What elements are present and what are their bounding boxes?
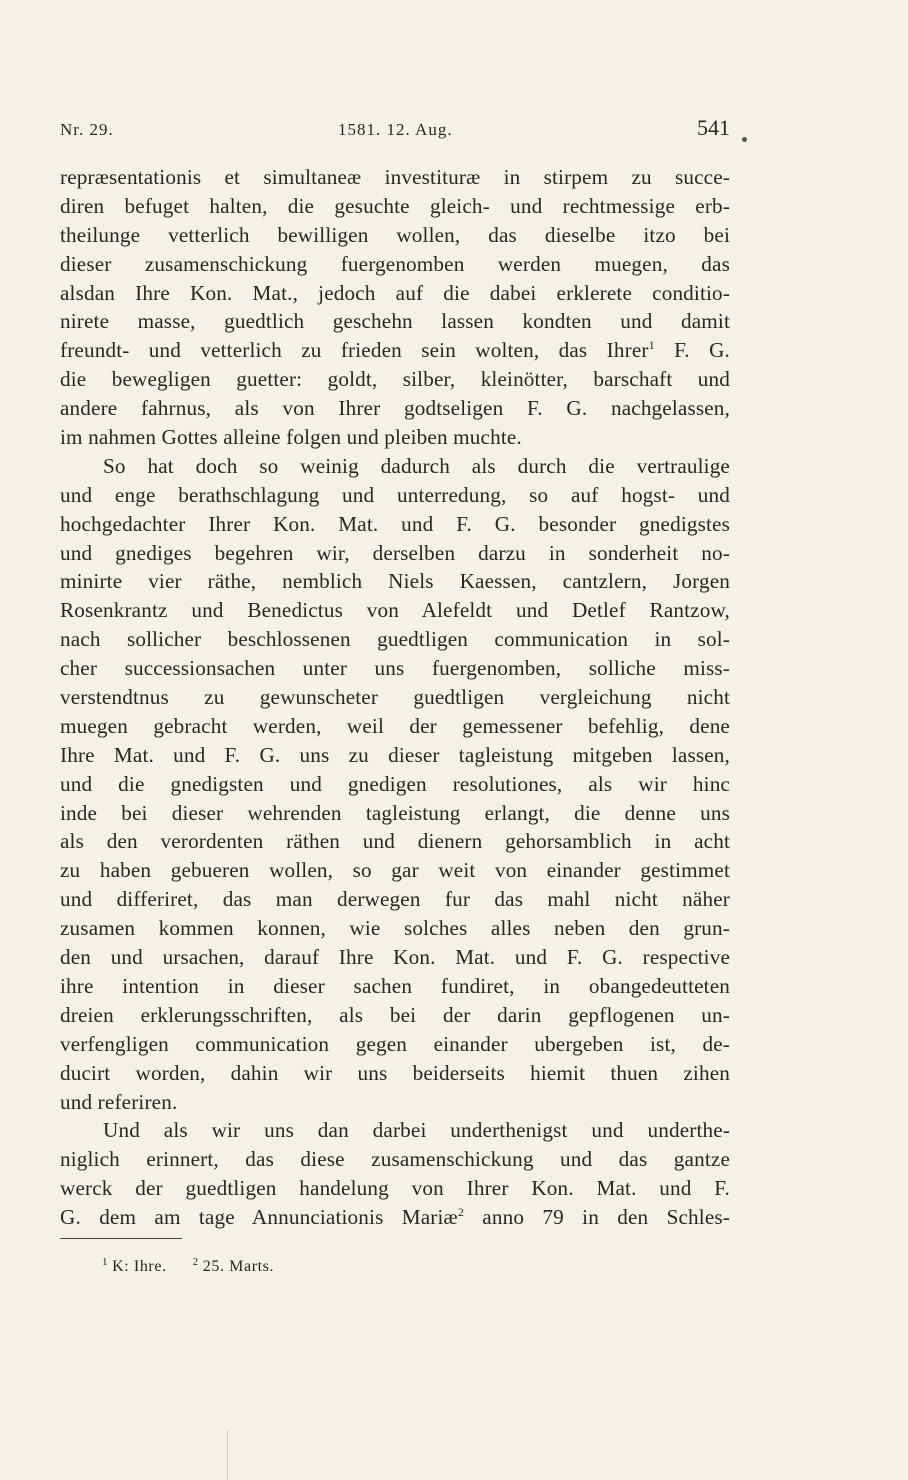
line-text: im nahmen Gottes alleine folgen und pleiben muchte. [60, 425, 522, 450]
line-text: freundt- und vetterlich zu frieden sein wolten, das Ihrer [60, 338, 649, 363]
line-text: verstendtnus zu gewunscheter guedtligen vergleichung nicht [60, 685, 730, 710]
line-text: die bewegligen guetter: goldt, silber, kleinötter, barschaft und [60, 367, 730, 392]
line-text: hochgedachter Ihrer Kon. Mat. und F. G. besonder gnedigstes [60, 511, 730, 536]
line-text-continued: F. G. [654, 338, 730, 363]
text-line [60, 481, 730, 510]
line-text: und die gnedigsten und gnedigen resolutiones, als wir hinc [60, 771, 730, 796]
line-text: und referiren. [60, 1089, 178, 1114]
text-line [60, 1001, 730, 1030]
line-text: den und ursachen, darauf Ihre Kon. Mat. und F. G. respective [60, 945, 730, 970]
line-text: Und als wir uns dan darbei underthenigst und underthe- [103, 1118, 730, 1143]
line-text: theilunge vetterlich bewilligen wollen, das dieselbe itzo bei [60, 222, 730, 247]
text-line [60, 336, 730, 365]
line-text: als den verordenten räthen und dienern gehorsamblich in acht [60, 829, 730, 854]
text-line [60, 1030, 730, 1059]
body-text [60, 163, 730, 1232]
text-line [60, 279, 730, 308]
text-line [60, 567, 730, 596]
text-line [60, 539, 730, 568]
line-text: repræsentationis et simultaneæ investituræ in stirpem zu succe- [60, 165, 730, 189]
line-text: ihre intention in dieser sachen fundiret, in obangedeutteten [60, 973, 730, 998]
text-line [60, 741, 730, 770]
footnotes [102, 1258, 300, 1276]
text-line [60, 394, 730, 423]
text-line [60, 365, 730, 394]
document-number: Nr. 29. [60, 120, 114, 139]
line-text: diren befuget halten, die gesuchte gleich- und rechtmessige erb- [60, 193, 730, 218]
line-text: minirte vier räthe, nemblich Niels Kaessen, cantzlern, Jorgen [60, 569, 730, 594]
line-text: zu haben gebueren wollen, so gar weit von einander gestimmet [60, 858, 730, 883]
paper-crease [227, 1430, 232, 1480]
text-line [60, 1145, 730, 1174]
line-text: nach sollicher beschlossenen guedtligen communication in sol- [60, 627, 730, 652]
text-line [60, 1174, 730, 1203]
line-text: werck der guedtligen handelung von Ihrer Kon. Mat. und F. [60, 1176, 730, 1201]
page-number: 541 [697, 115, 730, 140]
text-line [60, 1116, 730, 1145]
text-line [60, 943, 730, 972]
line-text: und enge berathschlagung und unterredung, so auf hogst- und [60, 482, 730, 507]
line-text: G. dem am tage Annunciationis Mariæ [60, 1205, 458, 1230]
line-text: Rosenkrantz und Benedictus von Alefeldt und Detlef Rantzow, [60, 598, 730, 623]
line-text: niglich erinnert, das diese zusamenschickung und das gantze [60, 1147, 730, 1172]
line-text: nirete masse, guedtlich geschehn lassen kondten und damit [60, 309, 730, 334]
text-line [60, 250, 730, 279]
text-line [60, 221, 730, 250]
text-line [60, 972, 730, 1001]
footnote-number: 1 [102, 1256, 109, 1268]
footnote [102, 1258, 167, 1276]
text-line [60, 596, 730, 625]
line-text: zusamen kommen konnen, wie solches alles neben den grun- [60, 916, 730, 941]
text-line [60, 192, 730, 221]
text-line [60, 452, 730, 481]
text-line [60, 770, 730, 799]
line-text: dreien erklerungsschriften, als bei der darin gepflogenen un- [60, 1002, 730, 1027]
text-line [60, 654, 730, 683]
text-line [60, 827, 730, 856]
text-line [60, 683, 730, 712]
footnote [193, 1258, 274, 1276]
footnote-marker: 2 [457, 1205, 464, 1220]
line-text: dieser zusamenschickung fuergenomben werden muegen, das [60, 251, 730, 276]
line-text: Ihre Mat. und F. G. uns zu dieser tagleistung mitgeben lassen, [60, 742, 730, 767]
text-line [60, 423, 730, 452]
line-text: inde bei dieser wehrenden tagleistung erlangt, die denne uns [60, 800, 730, 825]
text-line [60, 799, 730, 828]
footnote-rule [60, 1238, 182, 1239]
text-line [60, 1203, 730, 1232]
text-line [60, 163, 730, 192]
footnote-marker: 1 [648, 338, 655, 353]
text-line [60, 510, 730, 539]
text-line [60, 1059, 730, 1088]
text-line [60, 1088, 730, 1117]
text-line [60, 914, 730, 943]
text-line [60, 712, 730, 741]
text-line [60, 885, 730, 914]
line-text: muegen gebracht werden, weil der gemessener befehlig, dene [60, 713, 730, 738]
line-text: verfengligen communication gegen einander ubergeben ist, de- [60, 1031, 730, 1056]
text-line [60, 307, 730, 336]
line-text: alsdan Ihre Kon. Mat., jedoch auf die dabei erklerete conditio- [60, 280, 730, 305]
running-header [60, 115, 730, 144]
footnote-text: 25. Marts. [202, 1258, 275, 1275]
line-text: So hat doch so weinig dadurch als durch die vertraulige [103, 453, 730, 478]
ink-dot [742, 137, 747, 142]
line-text-continued: anno 79 in den Schles- [464, 1205, 730, 1230]
text-line [60, 625, 730, 654]
footnote-number: 2 [192, 1256, 199, 1268]
line-text: ducirt worden, dahin wir uns beiderseits hiemit thuen zihen [60, 1060, 730, 1085]
line-text: und differiret, das man derwegen fur das mahl nicht näher [60, 887, 730, 912]
line-text: und gnediges begehren wir, derselben darzu in sonderheit no- [60, 540, 730, 565]
line-text: andere fahrnus, als von Ihrer godtseligen F. G. nachgelassen, [60, 396, 730, 421]
text-line [60, 856, 730, 885]
document-date: 1581. 12. Aug. [338, 120, 453, 139]
footnote-text: K: Ihre. [112, 1258, 167, 1275]
line-text: cher successionsachen unter uns fuergenomben, solliche miss- [60, 656, 730, 681]
